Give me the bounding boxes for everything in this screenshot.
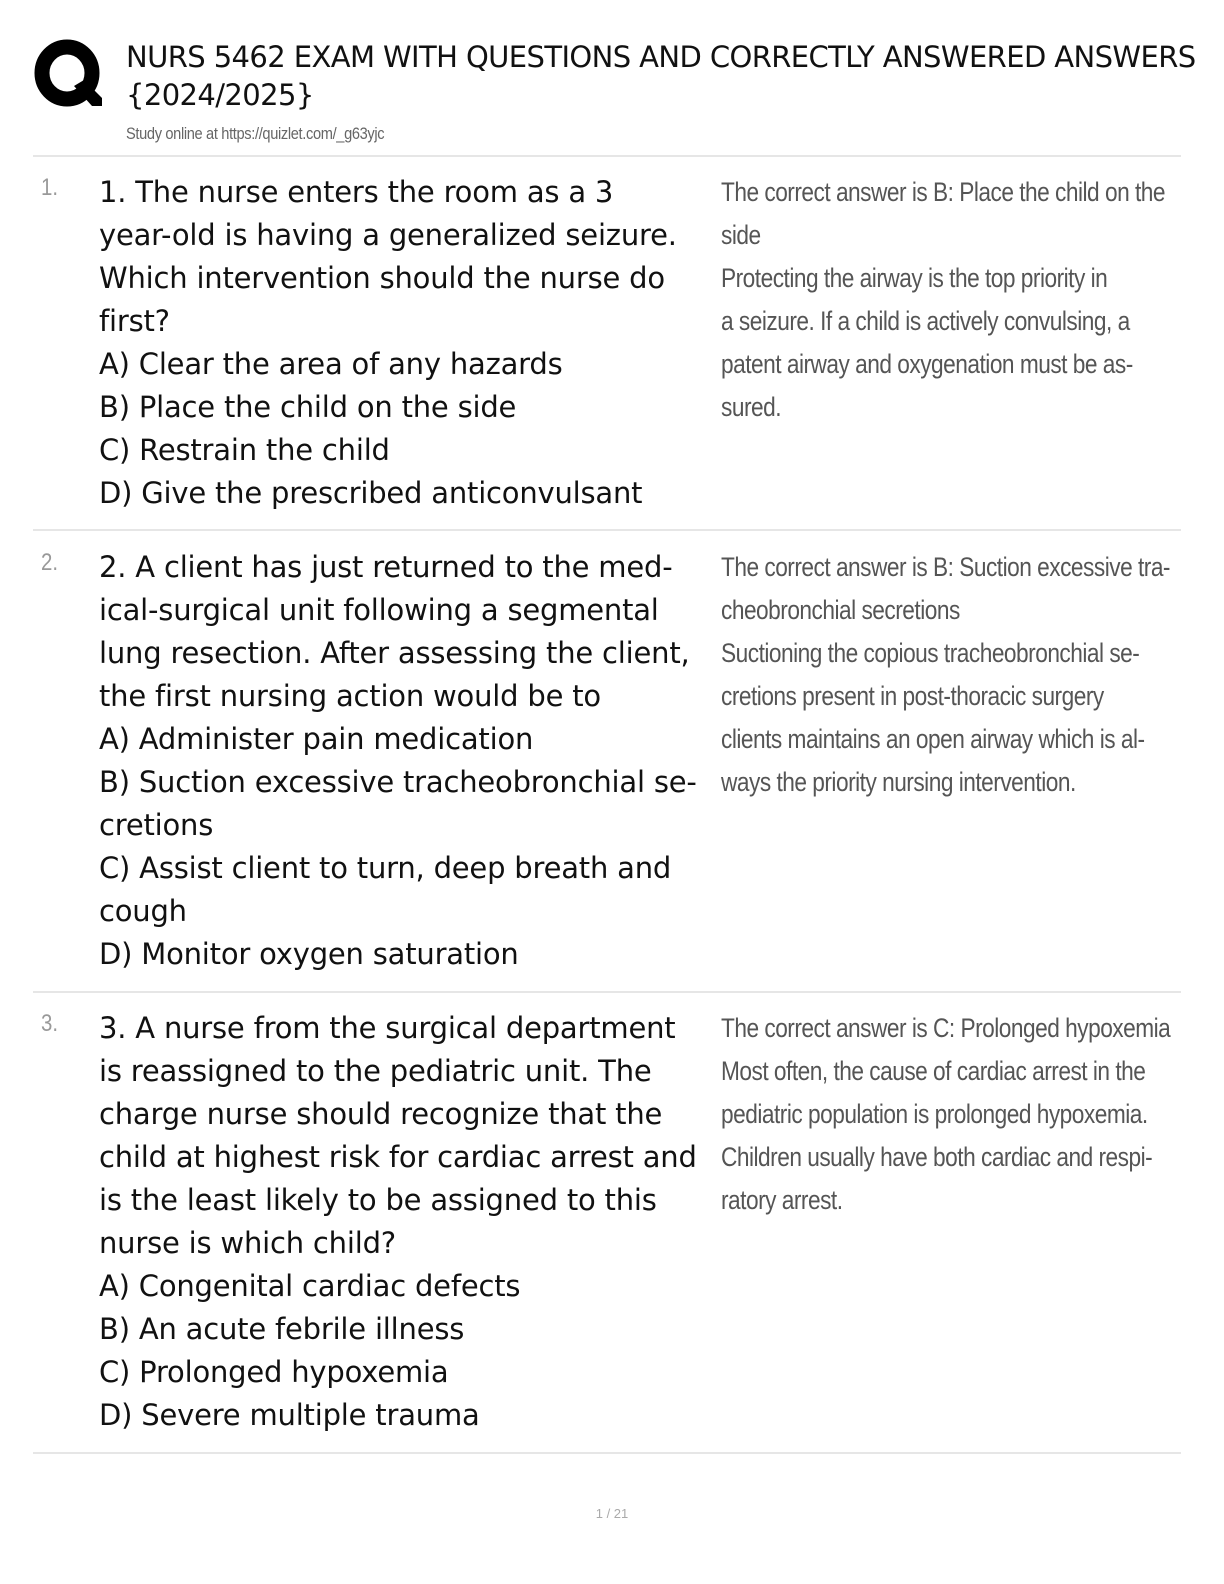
- answer-line: pediatric population is prolonged hypoxemia.: [721, 1099, 1148, 1129]
- option-c: C) Prolonged hypoxemia: [99, 1355, 449, 1389]
- answer-line: Protecting the airway is the top priority in: [721, 263, 1108, 293]
- answer-line: ratory arrest.: [721, 1185, 843, 1215]
- answer-line: patent airway and oxygenation must be as-: [721, 349, 1133, 379]
- document-title: [126, 38, 1196, 114]
- divider: [33, 991, 1181, 993]
- quizlet-logo-icon: [34, 36, 104, 114]
- question-line: is the least likely to be assigned to this: [99, 1183, 657, 1217]
- answer-line: The correct answer is B: Place the child on the: [721, 177, 1166, 207]
- option-a: A) Congenital cardiac defects: [99, 1269, 521, 1303]
- question-line: the first nursing action would be to: [99, 679, 601, 713]
- divider: [33, 529, 1181, 531]
- question-line: year-old is having a generalized seizure.: [99, 218, 677, 252]
- question-line: nurse is which child?: [99, 1226, 396, 1260]
- study-online-link[interactable]: Study online at https://quizlet.com/_g63yjc: [126, 124, 385, 143]
- answer-line: Children usually have both cardiac and respi-: [721, 1142, 1153, 1172]
- option-c: C) Assist client to turn, deep breath and: [99, 851, 672, 885]
- question-line: 2. A client has just returned to the med-: [99, 550, 673, 584]
- answer-line: cheobronchial secretions: [721, 595, 960, 625]
- option-c-cont: cough: [99, 894, 187, 928]
- option-d: D) Severe multiple trauma: [99, 1398, 480, 1432]
- question-line: 1. The nurse enters the room as a 3: [99, 175, 614, 209]
- answer-text: [721, 1007, 1171, 1222]
- answer-text: [721, 171, 1166, 429]
- option-b: B) Place the child on the side: [99, 390, 517, 424]
- page-indicator: 1 / 21: [595, 1506, 629, 1521]
- page-header: [0, 0, 1224, 160]
- answer-line: side: [721, 220, 761, 250]
- question-line: ical-surgical unit following a segmental: [99, 593, 659, 627]
- question-line: child at highest risk for cardiac arrest and: [99, 1140, 697, 1174]
- option-c: C) Restrain the child: [99, 433, 390, 467]
- answer-line: ways the priority nursing intervention.: [721, 767, 1076, 797]
- answer-line: cretions present in post-thoracic surgery: [721, 681, 1104, 711]
- question-text: [99, 546, 724, 976]
- option-a: A) Clear the area of any hazards: [99, 347, 563, 381]
- question-text: [99, 171, 724, 515]
- answer-line: The correct answer is C: Prolonged hypoxemia: [721, 1013, 1171, 1043]
- title-line-1: NURS 5462 EXAM WITH QUESTIONS AND CORRECTLY ANSWERED ANSWERS: [126, 40, 1196, 74]
- card-number: 1.: [41, 174, 59, 201]
- question-line: first?: [99, 304, 170, 338]
- answer-line: a seizure. If a child is actively convulsing, a: [721, 306, 1130, 336]
- question-text: [99, 1007, 724, 1437]
- answer-text: [721, 546, 1170, 804]
- question-line: Which intervention should the nurse do: [99, 261, 665, 295]
- option-a: A) Administer pain medication: [99, 722, 534, 756]
- question-line: lung resection. After assessing the client,: [99, 636, 690, 670]
- option-b-cont: cretions: [99, 808, 214, 842]
- answer-line: Most often, the cause of cardiac arrest in the: [721, 1056, 1146, 1086]
- divider: [33, 155, 1181, 157]
- divider: [33, 1452, 1181, 1454]
- answer-line: Suctioning the copious tracheobronchial se-: [721, 638, 1140, 668]
- title-line-2: {2024/2025}: [126, 78, 314, 112]
- card-number: 2.: [41, 549, 59, 576]
- question-line: charge nurse should recognize that the: [99, 1097, 663, 1131]
- option-d: D) Give the prescribed anticonvulsant: [99, 476, 643, 510]
- question-line: is reassigned to the pediatric unit. The: [99, 1054, 652, 1088]
- option-d: D) Monitor oxygen saturation: [99, 937, 519, 971]
- answer-line: sured.: [721, 392, 782, 422]
- answer-line: The correct answer is B: Suction excessive tra-: [721, 552, 1170, 582]
- question-line: 3. A nurse from the surgical department: [99, 1011, 676, 1045]
- card-number: 3.: [41, 1010, 59, 1037]
- option-b: B) An acute febrile illness: [99, 1312, 465, 1346]
- option-b: B) Suction excessive tracheobronchial se-: [99, 765, 697, 799]
- answer-line: clients maintains an open airway which is al-: [721, 724, 1145, 754]
